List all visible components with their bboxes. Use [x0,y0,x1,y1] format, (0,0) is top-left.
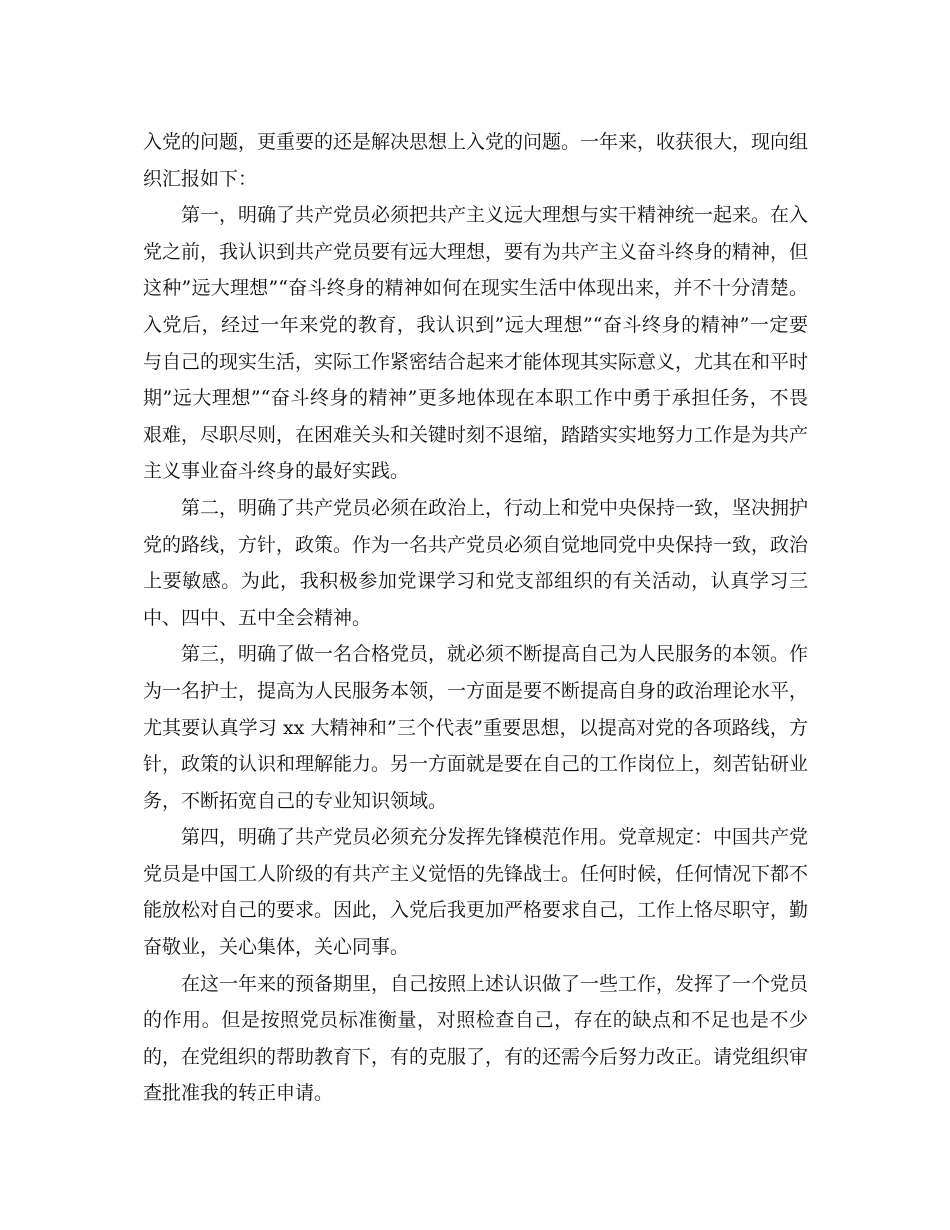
paragraph-third-point: 第三，明确了做一名合格党员，就必须不断提高自己为人民服务的本领。作为一名护士，提高为人民服务本领，一方面是要不断提高自身的政治理论水平，尤其要认真学习 xx 大精神和”三个代表”重要思想，以提高对党的各项路线，方针，政策的认识和理解能力。另一方面就是要在自己的工作岗位上，刻苦钻研业务，不断拓宽自己的专业知识领域。 [143,643,809,812]
paragraph-continuation: 入党的问题，更重要的还是解决思想上入党的问题。一年来，收获很大，现向组织汇报如下： [143,131,809,190]
paragraph-conclusion: 在这一年来的预备期里，自己按照上述认识做了一些工作，发挥了一个党员的作用。但是按照党员标准衡量，对照检查自己，存在的缺点和不足也是不少的，在党组织的帮助教育下，有的克服了，有的还需今后努力改正。请党组织审查批准我的转正申请。 [143,972,809,1105]
paragraph-second-point: 第二，明确了共产党员必须在政治上，行动上和党中央保持一致，坚决拥护党的路线，方针，政策。作为一名共产党员必须自觉地同党中央保持一致，政治上要敏感。为此，我积极参加党课学习和党支部组织的有关活动，认真学习三中、四中、五中全会精神。 [143,496,809,629]
paragraph-first-point: 第一，明确了共产党员必须把共产主义远大理想与实干精神统一起来。在入党之前，我认识到共产党员要有远大理想，要有为共产主义奋斗终身的精神，但这种”远大理想”“奋斗终身的精神如何在现实生活中体现出来，并不十分清楚。入党后，经过一年来党的教育，我认识到”远大理想”“奋斗终身的精神”一定要与自己的现实生活，实际工作紧密结合起来才能体现其实际意义，尤其在和平时期”远大理想”“奋斗终身的精神”更多地体现在本职工作中勇于承担任务，不畏艰难，尽职尽则，在困难关头和关键时刻不退缩，踏踏实实地努力工作是为共产主义事业奋斗终身的最好实践。 [143,204,809,483]
paragraph-fourth-point: 第四，明确了共产党员必须充分发挥先锋模范作用。党章规定：中国共产党党员是中国工人阶级的有共产主义觉悟的先锋战士。任何时候，任何情况下都不能放松对自己的要求。因此，入党后我更加严格要求自己，工作上恪尽职守，勤奋敬业，关心集体，关心同事。 [143,826,809,959]
document-body [143,124,808,1112]
